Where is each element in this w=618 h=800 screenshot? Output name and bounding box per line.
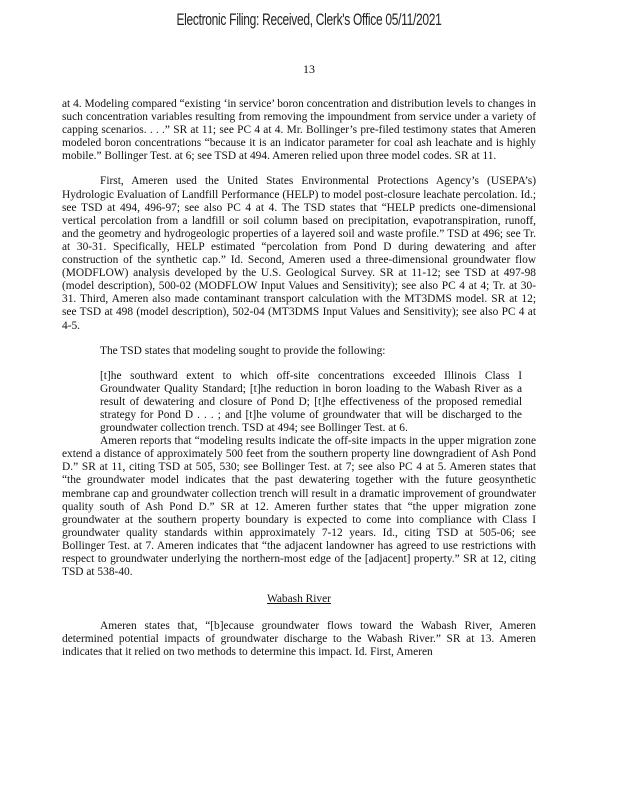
filing-stamp: Electronic Filing: Received, Clerk's Office 05/11/2021: [176, 10, 442, 29]
section-heading-wabash-river: Wabash River: [267, 593, 331, 606]
paragraph-model-codes: First, Ameren used the United States Environmental Protections Agency’s (USEPA’s) Hydrologic Evaluation of Landfill Performance (HELP) to model post-closure leachate percolation. Id.; see TSD at 494, 496-97; see also PC 4 at 4. The TSD states that “HELP predicts one-dimensional vertical percolation from a landfill or soil column based on precipitation, evapotranspiration, runoff, and the geometry and hydrogeologic properties of a layered soil and waste profile.” TSD at 496; see Tr. at 30-31. Specifically, HELP estimated “percolation from Pond D during dewatering and after construction of the synthetic cap.” Id. Second, Ameren used a three-dimensional groundwater flow (MODFLOW) analysis developed by the U.S. Geological Survey. SR at 11-12; see TSD at 497-98 (model description), 500-02 (MODFLOW Input Values and Sensitivity); see also PC 4 at 4; Tr. at 30-31. Third, Ameren also made contaminant transport calculation with the MT3DMS model. SR at 12; see TSD at 498 (model description), 502-04 (MT3DMS Input Values and Sensitivity); see also PC 4 at 4-5.: [62, 175, 536, 332]
page-number: 13: [303, 62, 315, 76]
block-quote: [t]he southward extent to which off-site concentrations exceeded Illinois Class I Groundwater Quality Standard; [t]he reduction in boron loading to the Wabash River as a result of dewatering and closure of Pond D; [t]he effectiveness of the proposed remedial strategy for Pond D . . . ; and [t]he volume of groundwater that will be discharged to the groundwater collection trench. TSD at 494; see Bollinger Test. at 6.: [100, 369, 522, 435]
paragraph-tsd-intro: The TSD states that modeling sought to provide the following:: [100, 344, 386, 357]
paragraph-modeling-results: Ameren reports that “modeling results indicate the off-site impacts in the upper migration zone extend a distance of approximately 500 feet from the southern property line downgradient of Ash Pond D.” SR at 11, citing TSD at 505, 530; see Bollinger Test. at 7; see also PC 4 at 5. Ameren states that “the groundwater model indicates that the past dewatering together with the future geosynthetic membrane cap and groundwater collection trench will result in a dramatic improvement of groundwater quality south of Ash Pond D.” SR at 12. Ameren further states that “the upper migration zone groundwater at the southern property boundary is expected to come into compliance with Class I groundwater quality standards within approximately 7-12 years. Id., citing TSD at 505-06; see Bollinger Test. at 7. Ameren indicates that “the adjacent landowner has agreed to use restrictions with respect to groundwater underlying the northern-most edge of the [adjacent] property.” SR at 12, citing TSD at 538-40.: [62, 435, 536, 579]
paragraph-modeling-intro: at 4. Modeling compared “existing ‘in service’ boron concentration and distribution levels to changes in such concentration variables resulting from removing the impoundment from service under a variety of capping scenarios. . . .” SR at 11; see PC 4 at 4. Mr. Bollinger’s pre-filed testimony states that Ameren modeled boron concentrations “because it is an indicator parameter for coal ash leachate and is highly mobile.” Bollinger Test. at 6; see TSD at 494. Ameren relied upon three model codes. SR at 11.: [62, 98, 536, 163]
document-body: [62, 98, 536, 660]
paragraph-wabash-river: Ameren states that, “[b]ecause groundwater flows toward the Wabash River, Ameren determined potential impacts of groundwater discharge to the Wabash River.” SR at 13. Ameren indicates that it relied on two methods to determine this impact. Id. First, Ameren: [62, 620, 536, 659]
